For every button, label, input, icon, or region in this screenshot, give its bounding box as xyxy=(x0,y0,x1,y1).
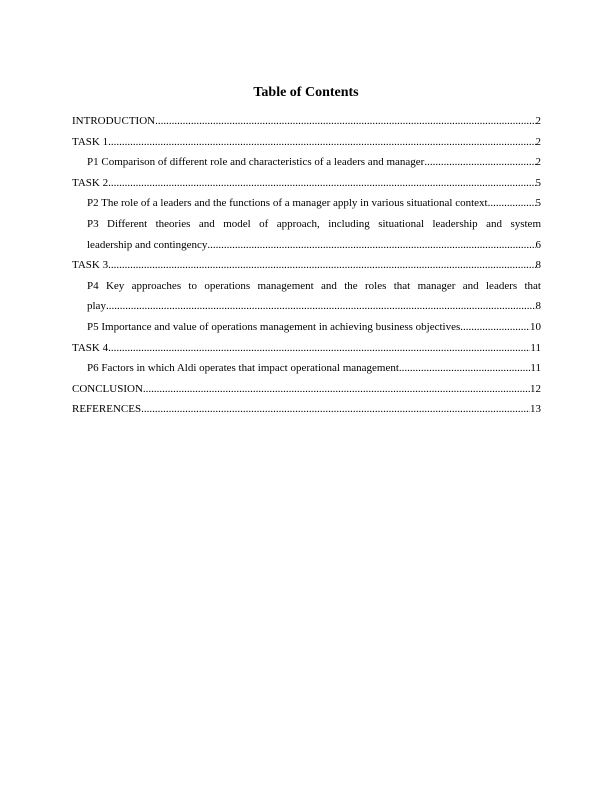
toc-entry-text: REFERENCES xyxy=(72,403,142,416)
toc-entry-text: CONCLUSION xyxy=(72,382,143,395)
toc-page-number: 10 xyxy=(530,320,541,333)
toc-entry-task-4[interactable] xyxy=(72,338,541,359)
dot-leader xyxy=(141,399,530,420)
toc-page-number: 5 xyxy=(535,197,541,210)
toc-page-number: 8 xyxy=(535,300,541,313)
toc-page-number: 2 xyxy=(535,135,541,148)
toc-entry-text: TASK 1 xyxy=(72,135,109,148)
dot-leader xyxy=(108,338,530,359)
toc-entry-text-line-2: leadership and contingency xyxy=(87,238,208,251)
toc-entry-text: P2 The role of a leaders and the functions of a manager apply in various situational context xyxy=(87,197,488,210)
table-of-contents xyxy=(72,111,541,420)
toc-entry-p5[interactable] xyxy=(72,317,541,338)
dot-leader xyxy=(108,255,535,276)
toc-entry-task-1[interactable] xyxy=(72,132,541,153)
toc-entry-p3[interactable] xyxy=(72,214,541,255)
toc-entry-p6[interactable] xyxy=(72,358,541,379)
toc-entry-text: TASK 4 xyxy=(72,341,109,354)
toc-page-number: 11 xyxy=(530,341,541,354)
toc-entry-p2[interactable] xyxy=(72,193,541,214)
toc-page-number: 5 xyxy=(535,176,541,189)
toc-entry-text: INTRODUCTION xyxy=(72,115,156,127)
toc-page-number: 11 xyxy=(530,362,541,375)
dot-leader xyxy=(488,193,536,214)
dot-leader xyxy=(460,317,530,338)
toc-page-number: 6 xyxy=(535,238,541,251)
dot-leader xyxy=(207,235,535,256)
dot-leader xyxy=(106,296,536,317)
dot-leader xyxy=(108,173,535,194)
toc-entry-text-line-2: play xyxy=(87,300,106,313)
toc-entry-text: P5 Importance and value of operations management in achieving business objectives xyxy=(87,320,461,333)
toc-entry-references[interactable] xyxy=(72,399,541,420)
toc-entry-introduction[interactable] xyxy=(72,111,541,132)
toc-entry-text-line-1: P4 Key approaches to operations management and the roles that manager and leaders that xyxy=(87,279,541,292)
toc-entry-text: P6 Factors in which Aldi operates that impact operational management xyxy=(87,362,399,375)
toc-entry-text: TASK 2 xyxy=(72,176,109,189)
toc-entry-text: P1 Comparison of different role and characteristics of a leaders and manager xyxy=(87,156,425,169)
toc-page-number: 8 xyxy=(535,259,541,272)
toc-entry-text-line-1: P3 Different theories and model of approach, including situational leadership and system xyxy=(87,217,541,230)
dot-leader xyxy=(399,358,531,379)
dot-leader xyxy=(108,132,535,153)
toc-page-number: 12 xyxy=(530,382,541,395)
toc-entry-p4[interactable] xyxy=(72,276,541,317)
toc-page-number: 13 xyxy=(530,403,541,416)
dot-leader xyxy=(155,111,535,132)
toc-entry-p1[interactable] xyxy=(72,152,541,173)
dot-leader xyxy=(424,152,535,173)
toc-title: Table of Contents xyxy=(253,85,359,100)
toc-entry-task-2[interactable] xyxy=(72,173,541,194)
toc-entry-task-3[interactable] xyxy=(72,255,541,276)
toc-page-number: 2 xyxy=(535,156,541,169)
toc-entry-conclusion[interactable] xyxy=(72,379,541,400)
toc-entry-text: TASK 3 xyxy=(72,259,109,272)
toc-page-number: 2 xyxy=(535,115,541,127)
dot-leader xyxy=(143,379,530,400)
